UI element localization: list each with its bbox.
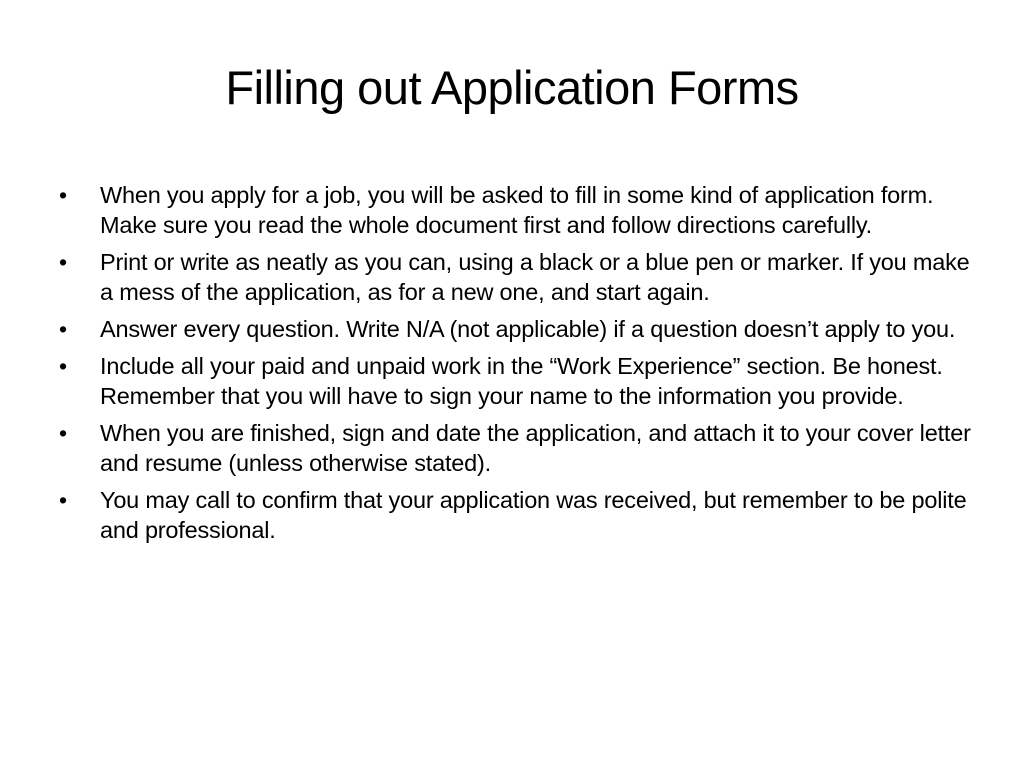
- bullet-text: Include all your paid and unpaid work in the “Work Experience” section. Be honest. Remember that you will have to sign your name to the information you provide.: [100, 353, 943, 409]
- slide-title: Filling out Application Forms: [225, 61, 799, 114]
- bullet-text: Print or write as neatly as you can, using a black or a blue pen or marker. If you make a mess of the application, as for a new one, and start again.: [100, 249, 970, 305]
- bullet-dot-icon: •: [59, 316, 67, 342]
- bullet-item: [59, 180, 974, 240]
- bullet-text: Answer every question. Write N/A (not applicable) if a question doesn’t apply to you.: [100, 316, 956, 342]
- bullet-text: When you apply for a job, you will be asked to fill in some kind of application form. Make sure you read the whole document first and follow directions carefully.: [100, 182, 934, 238]
- bullet-item: [59, 418, 974, 478]
- bullet-dot-icon: •: [59, 420, 67, 446]
- bullet-item: [59, 485, 974, 545]
- bullet-dot-icon: •: [59, 487, 67, 513]
- bullet-list: [59, 180, 974, 552]
- bullet-dot-icon: •: [59, 182, 67, 208]
- bullet-item: [59, 351, 974, 411]
- bullet-text: When you are finished, sign and date the application, and attach it to your cover letter and resume (unless otherwise stated).: [100, 420, 971, 476]
- bullet-text: You may call to confirm that your application was received, but remember to be polite and professional.: [100, 487, 967, 543]
- bullet-item: [59, 314, 974, 344]
- bullet-dot-icon: •: [59, 249, 67, 275]
- bullet-item: [59, 247, 974, 307]
- bullet-dot-icon: •: [59, 353, 67, 379]
